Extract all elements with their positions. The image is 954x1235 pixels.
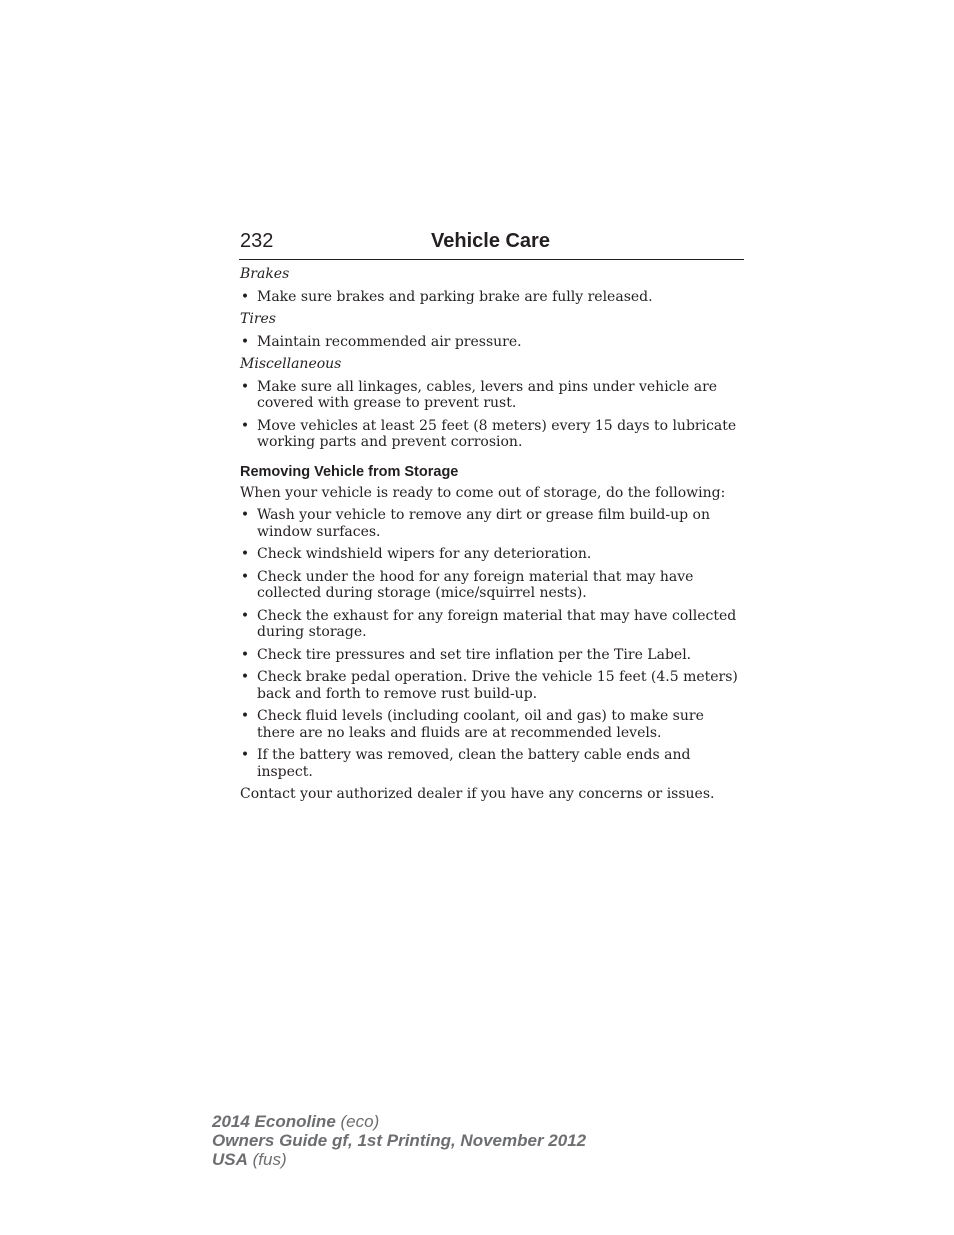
- bullet-icon: •: [240, 333, 250, 350]
- list-item: • If the battery was removed, clean the battery cable ends and inspect.: [240, 747, 691, 780]
- section-heading-removing: Removing Vehicle from Storage: [240, 463, 459, 480]
- document-footer: [212, 1112, 586, 1169]
- list-item: • Check brake pedal operation. Drive the vehicle 15 feet (4.5 meters) back and forth to remove rust build-up.: [240, 669, 738, 702]
- bullet-icon: •: [240, 417, 250, 434]
- bullet-icon: •: [240, 378, 250, 395]
- list-item: • Check tire pressures and set tire inflation per the Tire Label.: [240, 646, 692, 663]
- misc-list: [240, 379, 746, 451]
- bullet-icon: •: [240, 669, 250, 685]
- bullet-icon: •: [240, 288, 250, 305]
- removing-list: [240, 507, 746, 780]
- list-item: • Check under the hood for any foreign material that may have collected during storage (mice/squirrel nests).: [240, 568, 694, 601]
- list-item: • Wash your vehicle to remove any dirt or grease film build-up on window surfaces.: [240, 507, 710, 540]
- page-content: [240, 266, 746, 809]
- closing-paragraph: Contact your authorized dealer if you have any concerns or issues.: [240, 786, 715, 802]
- bullet-icon: •: [240, 546, 250, 562]
- footer-line-region: USA (fus): [212, 1150, 287, 1169]
- bullet-icon: •: [240, 568, 250, 585]
- subhead-brakes: Brakes: [240, 266, 290, 282]
- bullet-icon: •: [240, 708, 250, 724]
- bullet-icon: •: [240, 507, 250, 523]
- list-item: • Make sure brakes and parking brake are fully released.: [240, 288, 653, 305]
- tires-list: [240, 334, 746, 351]
- list-item: • Check the exhaust for any foreign material that may have collected during storage.: [240, 607, 737, 640]
- list-item: • Move vehicles at least 25 feet (8 meters) every 15 days to lubricate working parts and prevent corrosion.: [240, 417, 737, 450]
- chapter-title: Vehicle Care: [431, 230, 550, 252]
- intro-paragraph: When your vehicle is ready to come out of storage, do the following:: [240, 484, 726, 501]
- list-item: • Maintain recommended air pressure.: [240, 333, 522, 350]
- page-number: 232: [240, 230, 274, 252]
- bullet-icon: •: [240, 646, 250, 663]
- subhead-miscellaneous: Miscellaneous: [240, 356, 342, 372]
- list-item: • Check windshield wipers for any deterioration.: [240, 546, 592, 562]
- list-item: • Check fluid levels (including coolant, oil and gas) to make sure there are no leaks and fluids are at recommended levels.: [240, 708, 704, 741]
- bullet-icon: •: [240, 747, 250, 763]
- bullet-icon: •: [240, 607, 250, 624]
- footer-line-printing: Owners Guide gf, 1st Printing, November 2012: [212, 1131, 587, 1150]
- page-header: [239, 229, 744, 260]
- list-item: • Make sure all linkages, cables, levers and pins under vehicle are covered with grease to prevent rust.: [240, 378, 718, 411]
- footer-line-model: 2014 Econoline (eco): [212, 1112, 380, 1131]
- subhead-tires: Tires: [240, 311, 276, 327]
- brakes-list: [240, 289, 746, 306]
